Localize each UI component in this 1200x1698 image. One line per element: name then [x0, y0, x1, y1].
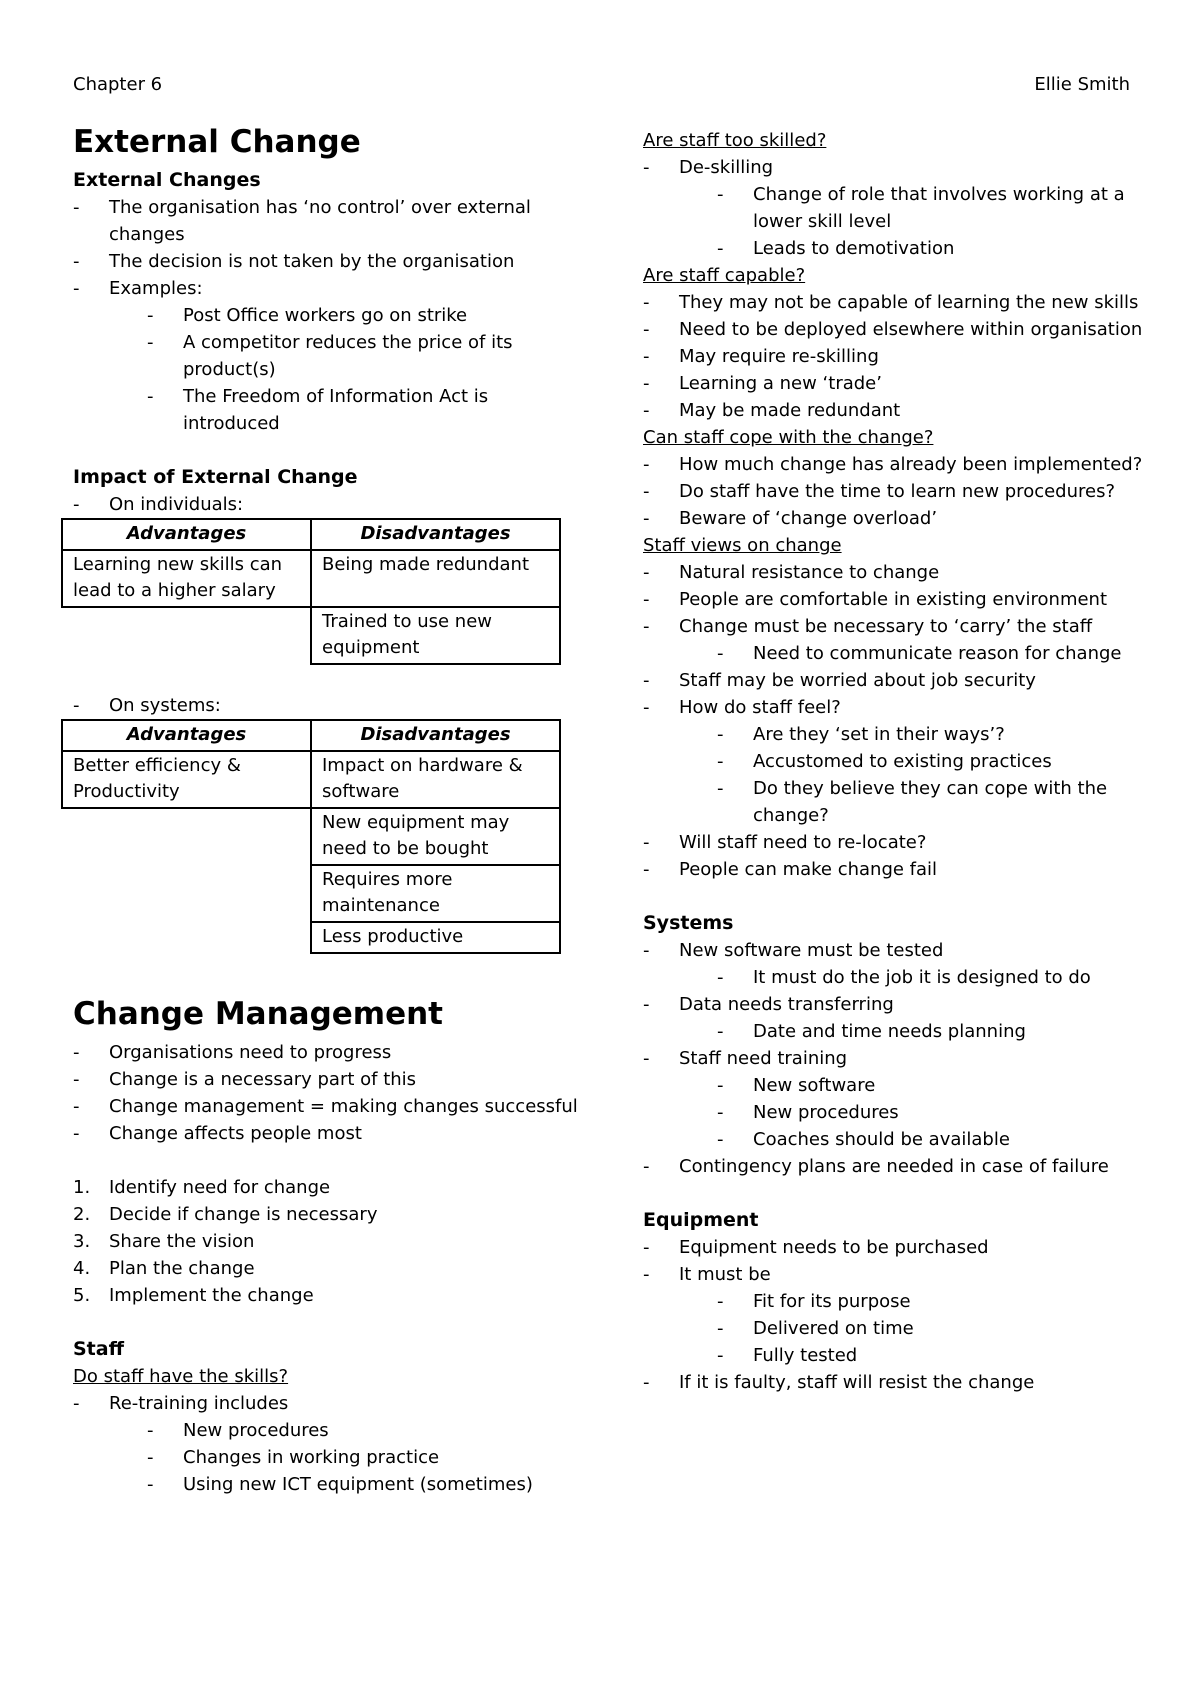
- table-cell: Requires more maintenance: [311, 865, 560, 922]
- list-item: - How do staff feel?: [643, 697, 841, 718]
- external-change-title: External Change: [73, 124, 361, 160]
- list-item: - The organisation has ‘no control’ over external changes: [73, 197, 531, 245]
- list-item: - The Freedom of Information Act is introduced: [147, 386, 489, 434]
- list-item: - Natural resistance to change: [643, 562, 940, 583]
- external-changes-subtitle: External Changes: [73, 169, 261, 191]
- list-item: - On individuals:: [73, 494, 244, 515]
- list-item: - Organisations need to progress: [73, 1042, 392, 1063]
- cope-question: Can staff cope with the change?: [643, 427, 934, 448]
- disadvantages-header: Disadvantages: [311, 720, 560, 751]
- list-item: - Need to communicate reason for change: [717, 643, 1122, 664]
- table-cell: Being made redundant: [311, 550, 560, 607]
- list-item: - Are they ‘set in their ways’?: [717, 724, 1005, 745]
- left-column: [73, 123, 583, 1498]
- step-item: 2. Decide if change is necessary: [73, 1204, 378, 1225]
- list-item: - Delivered on time: [717, 1318, 914, 1339]
- impact-title: Impact of External Change: [73, 466, 358, 488]
- list-item: - Change must be necessary to ‘carry’ the staff: [643, 616, 1093, 637]
- list-item: - If it is faulty, staff will resist the change: [643, 1372, 1035, 1393]
- list-item: - Will staff need to re-locate?: [643, 832, 927, 853]
- right-column: [643, 127, 1163, 1396]
- change-management-title: Change Management: [73, 996, 444, 1032]
- list-item: - Staff need training: [643, 1048, 848, 1069]
- table-cell: Trained to use new equipment: [311, 607, 560, 664]
- list-item: - Change is a necessary part of this: [73, 1069, 417, 1090]
- list-item: - De-skilling: [643, 157, 774, 178]
- chapter-label: Chapter 6: [73, 74, 163, 95]
- table-cell: Better efficiency & Productivity: [62, 751, 311, 808]
- list-item: - Learning a new ‘trade’: [643, 373, 882, 394]
- list-item: - People can make change fail: [643, 859, 938, 880]
- list-item: - Date and time needs planning: [717, 1021, 1026, 1042]
- list-item: - Do they believe they can cope with the change?: [717, 778, 1108, 826]
- list-item: - Change of role that involves working at a lower skill level: [717, 184, 1125, 232]
- staff-title: Staff: [73, 1338, 124, 1360]
- list-item: - Fully tested: [717, 1345, 858, 1366]
- list-item: - Beware of ‘change overload’: [643, 508, 938, 529]
- list-item: - They may not be capable of learning the new skills: [643, 292, 1139, 313]
- list-item: - Change affects people most: [73, 1123, 362, 1144]
- advantages-header: Advantages: [62, 519, 311, 550]
- list-item: - It must be: [643, 1264, 771, 1285]
- list-item: - On systems:: [73, 695, 221, 716]
- list-item: - New procedures: [717, 1102, 899, 1123]
- individuals-table: [61, 518, 561, 665]
- list-item: - It must do the job it is designed to do: [717, 967, 1091, 988]
- step-item: 5. Implement the change: [73, 1285, 314, 1306]
- table-cell: New equipment may need to be bought: [311, 808, 560, 865]
- list-item: - New software: [717, 1075, 876, 1096]
- list-item: - Leads to demotivation: [717, 238, 955, 259]
- list-item: - Changes in working practice: [147, 1447, 440, 1468]
- list-item: - A competitor reduces the price of its product(s): [147, 332, 513, 380]
- list-item: - Using new ICT equipment (sometimes): [147, 1474, 533, 1495]
- step-item: 4. Plan the change: [73, 1258, 255, 1279]
- list-item: - Post Office workers go on strike: [147, 305, 468, 326]
- list-item: - Staff may be worried about job security: [643, 670, 1036, 691]
- systems-table: [61, 719, 561, 954]
- views-heading: Staff views on change: [643, 535, 842, 556]
- list-item: - New software must be tested: [643, 940, 944, 961]
- list-item: - Data needs transferring: [643, 994, 894, 1015]
- table-cell: Learning new skills can lead to a higher salary: [62, 550, 311, 607]
- list-item: - Fit for its purpose: [717, 1291, 911, 1312]
- list-item: - Examples:: [73, 278, 203, 299]
- step-item: 3. Share the vision: [73, 1231, 255, 1252]
- list-item: - Do staff have the time to learn new procedures?: [643, 481, 1116, 502]
- capable-question: Are staff capable?: [643, 265, 806, 286]
- list-item: - Contingency plans are needed in case of failure: [643, 1156, 1109, 1177]
- table-cell: Impact on hardware & software: [311, 751, 560, 808]
- systems-title: Systems: [643, 912, 734, 934]
- list-item: - May be made redundant: [643, 400, 901, 421]
- list-item: - New procedures: [147, 1420, 329, 1441]
- step-item: 1. Identify need for change: [73, 1177, 331, 1198]
- list-item: - Coaches should be available: [717, 1129, 1010, 1150]
- list-item: - May require re-skilling: [643, 346, 879, 367]
- equipment-title: Equipment: [643, 1209, 759, 1231]
- table-cell: Less productive: [311, 922, 560, 953]
- skills-question: Do staff have the skills?: [73, 1366, 289, 1387]
- list-item: - Change management = making changes successful: [73, 1096, 578, 1117]
- list-item: - Need to be deployed elsewhere within organisation: [643, 319, 1143, 340]
- disadvantages-header: Disadvantages: [311, 519, 560, 550]
- list-item: - Equipment needs to be purchased: [643, 1237, 989, 1258]
- list-item: - Re-training includes: [73, 1393, 289, 1414]
- list-item: - The decision is not taken by the organisation: [73, 251, 515, 272]
- advantages-header: Advantages: [62, 720, 311, 751]
- author-name: Ellie Smith: [1034, 74, 1130, 95]
- list-item: - How much change has already been implemented?: [643, 454, 1143, 475]
- list-item: - People are comfortable in existing environment: [643, 589, 1108, 610]
- list-item: - Accustomed to existing practices: [717, 751, 1052, 772]
- too-skilled-question: Are staff too skilled?: [643, 130, 827, 151]
